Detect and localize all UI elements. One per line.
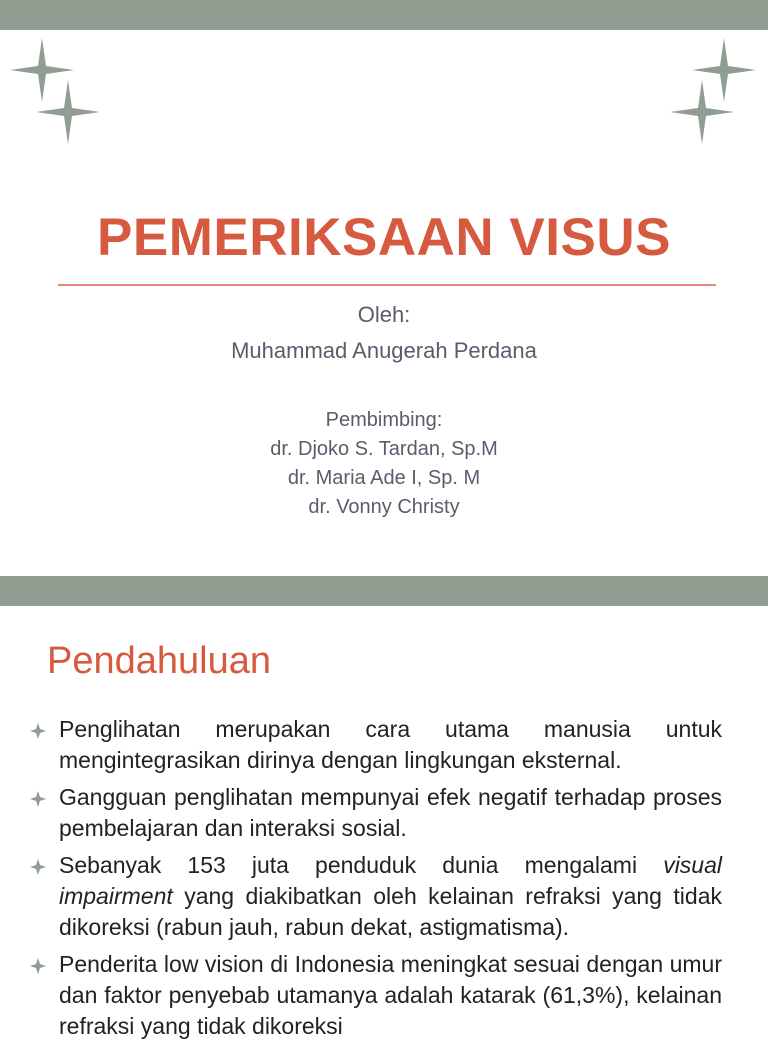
diamond-bullet-icon [30, 859, 46, 875]
four-point-star-icon [36, 80, 100, 144]
list-item [30, 850, 722, 943]
bullet-text: Penderita low vision di Indonesia meningkat sesuai dengan umur dan faktor penyebab utamanya adalah katarak (61,3%), kelainan refraksi yang tidak dikoreksi [59, 951, 722, 1039]
supervisor-label: Pembimbing: [325, 409, 443, 431]
content-slide [0, 576, 768, 1039]
bullet-text-part: Sebanyak 153 juta penduduk dunia mengalami [59, 852, 664, 878]
supervisor-block [0, 406, 768, 522]
top-band [0, 576, 768, 606]
section-heading: Pendahuluan [47, 640, 271, 682]
diamond-bullet-icon [30, 723, 46, 739]
author-label: Oleh: [357, 302, 411, 327]
diamond-bullet-icon [30, 791, 46, 807]
bullet-list [30, 714, 722, 1048]
title-divider [58, 284, 716, 286]
supervisor-name: dr. Djoko S. Tardan, Sp.M [270, 438, 498, 460]
top-band [0, 0, 768, 30]
bullet-text: Gangguan penglihatan mempunyai efek negatif terhadap proses pembelajaran dan interaksi sosial. [59, 784, 722, 841]
diamond-bullet-icon [30, 958, 46, 974]
bullet-text-part: yang diakibatkan oleh kelainan refraksi yang tidak dikoreksi (rabun jauh, rabun dekat, astigmatisma). [59, 883, 722, 940]
list-item [30, 949, 722, 1042]
slide-title: PEMERIKSAAN VISUS [97, 208, 671, 267]
author-name: Muhammad Anugerah Perdana [231, 338, 537, 363]
supervisor-name: dr. Vonny Christy [308, 496, 460, 518]
bullet-text [59, 852, 722, 940]
bullet-text-emphasis: visual impairment [59, 852, 722, 909]
bullet-text: Penglihatan merupakan cara utama manusia untuk mengintegrasikan dirinya dengan lingkungan eksternal. [59, 716, 722, 773]
list-item [30, 714, 722, 776]
list-item [30, 782, 722, 844]
four-point-star-icon [670, 80, 734, 144]
supervisor-name: dr. Maria Ade I, Sp. M [287, 467, 481, 489]
